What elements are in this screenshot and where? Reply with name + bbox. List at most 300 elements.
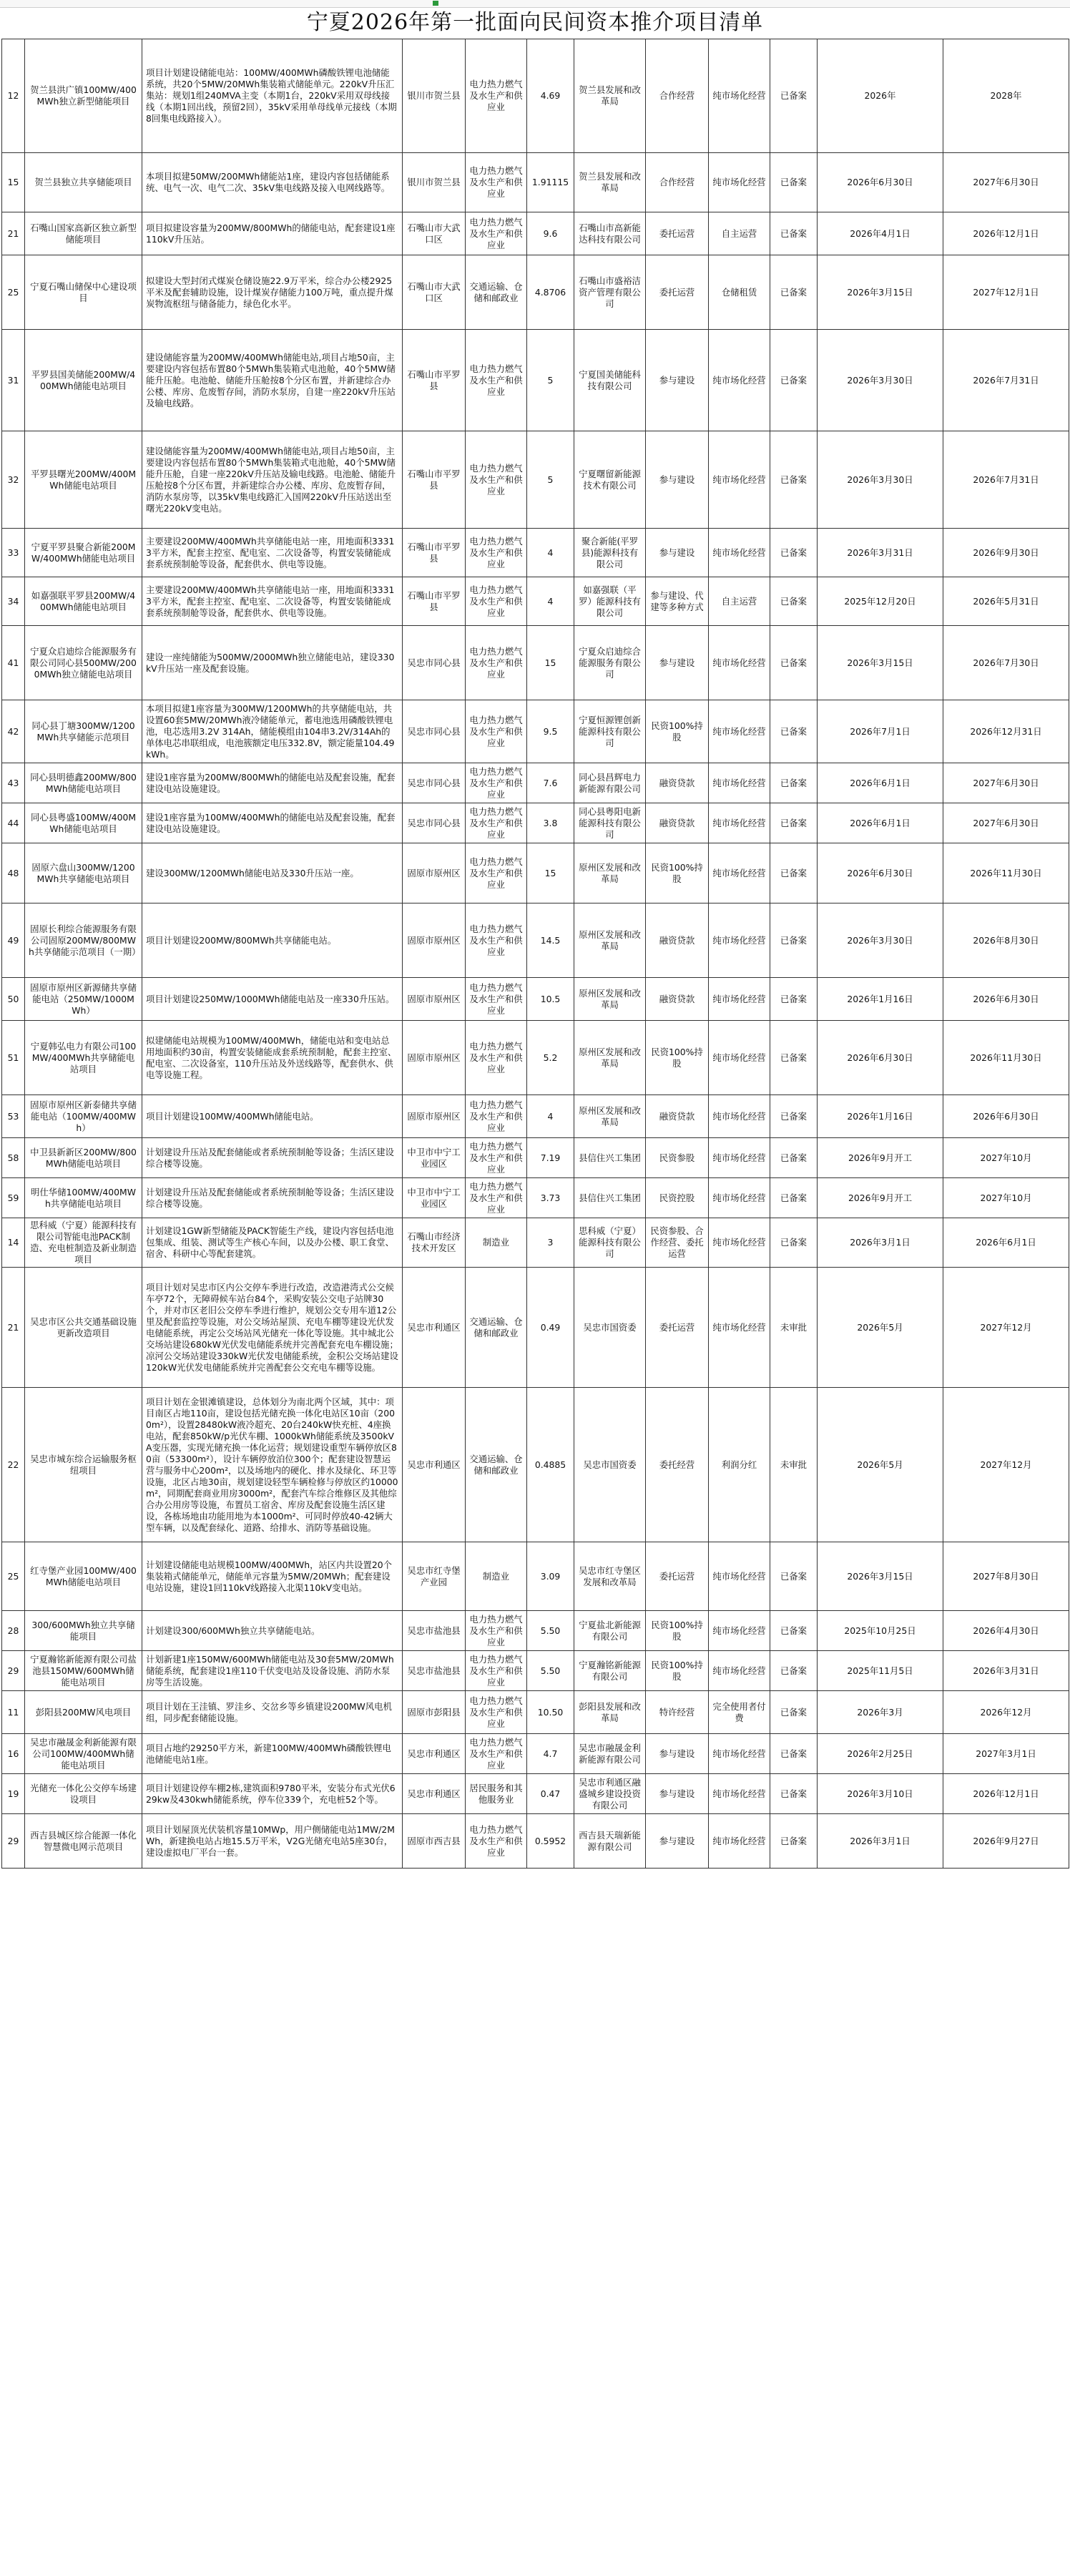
cell-name[interactable]: 吴忠市区公共交通基础设施更新改造项目 [25,1268,142,1388]
cell-id[interactable]: 29 [2,1814,25,1869]
cell-industry[interactable]: 交通运输、仓储和邮政业 [466,1388,527,1542]
cell-mode[interactable]: 融资贷款 [646,763,709,803]
cell-operation[interactable]: 纯市场化经营 [709,1611,770,1651]
cell-content[interactable]: 计划建设1GW新型储能及PACK智能生产线，建设内容包括电池包集成、组装、测试等生产核心车间，以及办公楼、职工食堂、宿舍、科研中心等配套建筑。 [142,1218,403,1268]
cell-industry[interactable]: 电力热力燃气及水生产和供应业 [466,978,527,1021]
cell-mode[interactable]: 民资100%持股 [646,1021,709,1095]
cell-content[interactable]: 本项目拟建1座容量为300MW/1200MWh的共享储能电站，共设置60套5MW/20MWh液冷储能单元，蓄电池选用磷酸铁锂电池，电芯选用3.2V 314Ah，储能模组由104串3.2V/314Ah的单体电芯串联组成，电池簇额定电压332.8V，额定能量104.49kWh。 [142,700,403,763]
cell-end[interactable]: 2026年11月30日 [943,843,1069,903]
cell-invest[interactable]: 7.6 [527,763,574,803]
cell-operation[interactable]: 纯市场化经营 [709,1734,770,1774]
cell-start[interactable]: 2026年6月30日 [818,153,943,212]
cell-region[interactable]: 吴忠市同心县 [403,626,466,700]
cell-content[interactable]: 建设储能容量为200MW/400MWh储能电站,项目占地50亩，主要建设内容包括布置80个5MWh集装箱式电池舱，40个5MW储能升压舱。电池舱、储能升压舱按8个分区布置，并新建综合办公楼、库房、危废暂存间，消防水泵房，自建一座220kV升压站及输电线路。 [142,330,403,431]
cell-mode[interactable]: 融资贷款 [646,903,709,978]
cell-industry[interactable]: 电力热力燃气及水生产和供应业 [466,153,527,212]
cell-operation[interactable]: 完全使用者付费 [709,1691,770,1734]
cell-end[interactable]: 2026年9月30日 [943,529,1069,577]
cell-start[interactable]: 2026年3月10日 [818,1774,943,1814]
cell-start[interactable]: 2026年6月30日 [818,1021,943,1095]
cell-industry[interactable]: 交通运输、仓储和邮政业 [466,1268,527,1388]
cell-region[interactable]: 石嘴山市经济技术开发区 [403,1218,466,1268]
cell-unit[interactable]: 宁夏众启迪综合能源服务有限公司 [574,626,646,700]
cell-end[interactable]: 2026年7月31日 [943,431,1069,529]
cell-status[interactable]: 已备案 [770,763,818,803]
cell-operation[interactable]: 纯市场化经营 [709,153,770,212]
cell-invest[interactable]: 4.69 [527,39,574,153]
cell-id[interactable]: 58 [2,1138,25,1178]
cell-id[interactable]: 16 [2,1734,25,1774]
cell-name[interactable]: 思科威（宁夏）能源科技有限公司智能电池PACK制造、充电桩制造及新业制造项目 [25,1218,142,1268]
cell-id[interactable]: 28 [2,1611,25,1651]
cell-region[interactable]: 吴忠市同心县 [403,700,466,763]
cell-start[interactable]: 2025年12月20日 [818,577,943,626]
cell-status[interactable]: 已备案 [770,39,818,153]
cell-unit[interactable]: 石嘴山市盛裕洁资产管理有限公司 [574,255,646,330]
cell-start[interactable]: 2025年10月25日 [818,1611,943,1651]
cell-start[interactable]: 2026年3月30日 [818,431,943,529]
cell-name[interactable]: 300/600MWh独立共享储能项目 [25,1611,142,1651]
cell-start[interactable]: 2026年6月30日 [818,843,943,903]
cell-invest[interactable]: 5.50 [527,1651,574,1691]
cell-end[interactable]: 2026年6月1日 [943,1218,1069,1268]
cell-unit[interactable]: 县信住兴工集团 [574,1138,646,1178]
cell-operation[interactable]: 纯市场化经营 [709,763,770,803]
cell-id[interactable]: 50 [2,978,25,1021]
cell-operation[interactable]: 纯市场化经营 [709,903,770,978]
cell-name[interactable]: 吴忠市融晟金利新能源有限公司100MW/400MWh储能电站项目 [25,1734,142,1774]
cell-start[interactable]: 2026年3月15日 [818,1542,943,1611]
cell-unit[interactable]: 吴忠市利通区融盛城乡建设投资有限公司 [574,1774,646,1814]
cell-start[interactable]: 2026年6月1日 [818,763,943,803]
cell-start[interactable]: 2026年3月15日 [818,255,943,330]
cell-start[interactable]: 2026年3月 [818,1691,943,1734]
cell-status[interactable]: 已备案 [770,1611,818,1651]
cell-region[interactable]: 固原市原州区 [403,903,466,978]
cell-invest[interactable]: 10.50 [527,1691,574,1734]
cell-industry[interactable]: 电力热力燃气及水生产和供应业 [466,330,527,431]
cell-name[interactable]: 吴忠市城东综合运输服务枢纽项目 [25,1388,142,1542]
cell-id[interactable]: 42 [2,700,25,763]
cell-mode[interactable]: 合作经营 [646,39,709,153]
cell-status[interactable]: 已备案 [770,1138,818,1178]
cell-mode[interactable]: 民资100%持股 [646,1611,709,1651]
cell-mode[interactable]: 民资控股 [646,1178,709,1218]
cell-industry[interactable]: 电力热力燃气及水生产和供应业 [466,431,527,529]
cell-id[interactable]: 48 [2,843,25,903]
cell-industry[interactable]: 电力热力燃气及水生产和供应业 [466,39,527,153]
cell-content[interactable]: 项目计划在金银滩镇建设，总体划分为南北两个区域，其中：项目南区占地110亩，建设包括光储充换一体化电站区10亩（2000m²），设置28480kW液冷超充、20台240kW快充桩、4座换电站，配套850kW/p光伏车棚、1000kWh储能系统及3500kVA变压器，实现光储充换一体化运营；规划建设重型车辆停放区80亩（53300m²），设计车辆停放泊位300个；配套建设智慧运营与服务中心200m²，以及场地内的硬化、排水及绿化、环卫等设施，北区占地30亩，规划建设轻型车辆检修与停放区约10000m²，同期配套商业用房3000m²，配套汽车综合维修区及其他综合办公用房等设施，布置员工宿舍、库房及配套设施生活区建设，各栋场地由功能用地为本1000m²、可同时停放40-42辆大型车辆，以及配套绿化、道路、给排水、消防等基础设施。 [142,1388,403,1542]
cell-industry[interactable]: 电力热力燃气及水生产和供应业 [466,763,527,803]
cell-status[interactable]: 已备案 [770,903,818,978]
cell-id[interactable]: 12 [2,39,25,153]
cell-region[interactable]: 中卫市中宁工业园区 [403,1178,466,1218]
cell-end[interactable]: 2027年10月 [943,1138,1069,1178]
cell-unit[interactable]: 贺兰县发展和改革局 [574,39,646,153]
cell-invest[interactable]: 7.19 [527,1138,574,1178]
cell-mode[interactable]: 民资100%持股 [646,1651,709,1691]
cell-content[interactable]: 项目拟建设容量为200MW/800MWh的储能电站，配套建设1座110kV升压站。 [142,212,403,255]
cell-start[interactable]: 2026年6月1日 [818,803,943,843]
cell-end[interactable]: 2026年7月31日 [943,330,1069,431]
cell-status[interactable]: 已备案 [770,153,818,212]
cell-start[interactable]: 2026年3月30日 [818,330,943,431]
cell-start[interactable]: 2026年2月25日 [818,1734,943,1774]
cell-mode[interactable]: 合作经营 [646,153,709,212]
cell-id[interactable]: 32 [2,431,25,529]
cell-name[interactable]: 固原市原州区新源储共享储能电站（250MW/1000MWh） [25,978,142,1021]
cell-name[interactable]: 西吉县城区综合能源一体化智慧微电网示范项目 [25,1814,142,1869]
cell-content[interactable]: 项目计划建设储能电站：100MW/400MWh磷酸铁锂电池储能系统，共20个5MW/20MWh集装箱式储能单元。220kV升压汇集站：规划1组240MVA主变（本期1台，220kV采用双母线接线（本期1回出线，预留2回），35kV采用单母线单元接线（本期8回集电线路接入）。 [142,39,403,153]
cell-unit[interactable]: 贺兰县发展和改革局 [574,153,646,212]
cell-end[interactable]: 2028年 [943,39,1069,153]
cell-name[interactable]: 平罗县国美储能200MW/400MWh储能电站项目 [25,330,142,431]
cell-unit[interactable]: 原州区发展和改革局 [574,978,646,1021]
cell-content[interactable]: 本项目拟建50MW/200MWh储能站1座，建设内容包括储能系统、电气一次、电气二次、35kV集电线路及接入电网线路等。 [142,153,403,212]
cell-operation[interactable]: 自主运营 [709,577,770,626]
cell-content[interactable]: 项目计划建设250MW/1000MWh储能电站及一座330升压站。 [142,978,403,1021]
cell-status[interactable]: 已备案 [770,1651,818,1691]
cell-start[interactable]: 2026年1月16日 [818,978,943,1021]
cell-invest[interactable]: 4.7 [527,1734,574,1774]
cell-id[interactable]: 11 [2,1691,25,1734]
cell-unit[interactable]: 思科威（宁夏）能源科技有限公司 [574,1218,646,1268]
cell-region[interactable]: 石嘴山市大武口区 [403,255,466,330]
cell-operation[interactable]: 自主运营 [709,212,770,255]
cell-end[interactable]: 2027年3月1日 [943,1734,1069,1774]
cell-region[interactable]: 吴忠市利通区 [403,1388,466,1542]
cell-name[interactable]: 明仕华储100MW/400MWh共享储能电站项目 [25,1178,142,1218]
cell-end[interactable]: 2026年3月31日 [943,1651,1069,1691]
cell-status[interactable]: 已备案 [770,529,818,577]
cell-id[interactable]: 21 [2,1268,25,1388]
cell-region[interactable]: 固原市原州区 [403,843,466,903]
cell-industry[interactable]: 电力热力燃气及水生产和供应业 [466,903,527,978]
cell-region[interactable]: 吴忠市同心县 [403,803,466,843]
cell-invest[interactable]: 15 [527,843,574,903]
cell-content[interactable]: 拟建设大型封闭式煤炭仓储设施22.9万平米，综合办公楼2925平米及配套辅助设施，设计煤炭存储能力100万吨，重点提升煤炭物流枢纽与储备能力，绿色化水平。 [142,255,403,330]
cell-end[interactable]: 2026年12月31日 [943,700,1069,763]
cell-content[interactable]: 建设1座容量为100MW/400MWh的储能电站及配套设施，配套建设电站设施建设。 [142,803,403,843]
cell-unit[interactable]: 原州区发展和改革局 [574,1095,646,1138]
cell-end[interactable]: 2027年6月30日 [943,153,1069,212]
cell-industry[interactable]: 交通运输、仓储和邮政业 [466,255,527,330]
cell-unit[interactable]: 宁夏盐北新能源有限公司 [574,1611,646,1651]
cell-unit[interactable]: 原州区发展和改革局 [574,903,646,978]
cell-unit[interactable]: 吴忠市红寺堡区发展和改革局 [574,1542,646,1611]
cell-industry[interactable]: 电力热力燃气及水生产和供应业 [466,803,527,843]
cell-start[interactable]: 2026年 [818,39,943,153]
cell-mode[interactable]: 民资100%持股 [646,843,709,903]
cell-invest[interactable]: 0.49 [527,1268,574,1388]
cell-id[interactable]: 59 [2,1178,25,1218]
cell-invest[interactable]: 4.8706 [527,255,574,330]
cell-start[interactable]: 2026年3月31日 [818,529,943,577]
cell-end[interactable]: 2026年12月1日 [943,1774,1069,1814]
cell-industry[interactable]: 电力热力燃气及水生产和供应业 [466,843,527,903]
cell-start[interactable]: 2026年1月16日 [818,1095,943,1138]
cell-start[interactable]: 2026年3月1日 [818,1218,943,1268]
cell-status[interactable]: 已备案 [770,1178,818,1218]
cell-operation[interactable]: 纯市场化经营 [709,843,770,903]
cell-region[interactable]: 吴忠市盐池县 [403,1651,466,1691]
cell-region[interactable]: 固原市西吉县 [403,1814,466,1869]
cell-name[interactable]: 光储充一体化公交停车场建设项目 [25,1774,142,1814]
cell-start[interactable]: 2026年5月 [818,1388,943,1542]
cell-mode[interactable]: 委托经营 [646,1388,709,1542]
cell-start[interactable]: 2026年9月开工 [818,1178,943,1218]
cell-end[interactable]: 2026年6月30日 [943,1095,1069,1138]
cell-invest[interactable]: 9.5 [527,700,574,763]
cell-id[interactable]: 43 [2,763,25,803]
cell-id[interactable]: 19 [2,1774,25,1814]
cell-content[interactable]: 建设一座纯储能为500MW/2000MWh独立储能电站，建设330kV升压站一座及配套设施。 [142,626,403,700]
cell-operation[interactable]: 纯市场化经营 [709,1542,770,1611]
cell-id[interactable]: 29 [2,1651,25,1691]
cell-invest[interactable]: 0.47 [527,1774,574,1814]
cell-industry[interactable]: 电力热力燃气及水生产和供应业 [466,1734,527,1774]
cell-operation[interactable]: 纯市场化经营 [709,803,770,843]
cell-operation[interactable]: 纯市场化经营 [709,1095,770,1138]
cell-end[interactable]: 2027年8月30日 [943,1542,1069,1611]
cell-invest[interactable]: 0.5952 [527,1814,574,1869]
cell-unit[interactable]: 宁夏国美储能科技有限公司 [574,330,646,431]
cell-invest[interactable]: 1.91115 [527,153,574,212]
cell-invest[interactable]: 5 [527,431,574,529]
cell-name[interactable]: 贺兰县洪广镇100MW/400MWh独立新型储能项目 [25,39,142,153]
cell-region[interactable]: 固原市原州区 [403,1021,466,1095]
cell-content[interactable]: 项目计划在王洼镇、罗洼乡、交岔乡等乡镇建设200MW风电机组，同步配套储能设施。 [142,1691,403,1734]
cell-unit[interactable]: 同心县昌辉电力新能源有限公司 [574,763,646,803]
cell-name[interactable]: 固原市原州区新泰储共享储能电站（100MW/400MWh） [25,1095,142,1138]
cell-end[interactable]: 2026年7月30日 [943,626,1069,700]
cell-unit[interactable]: 石嘴山市高新能达科技有限公司 [574,212,646,255]
cell-unit[interactable]: 宁夏恒源锂创新能源科技有限公司 [574,700,646,763]
cell-mode[interactable]: 委托运营 [646,1268,709,1388]
cell-operation[interactable]: 纯市场化经营 [709,1178,770,1218]
cell-mode[interactable]: 参与建设、代建等多种方式 [646,577,709,626]
cell-id[interactable]: 14 [2,1218,25,1268]
cell-operation[interactable]: 纯市场化经营 [709,1268,770,1388]
cell-id[interactable]: 49 [2,903,25,978]
cell-unit[interactable]: 如嘉强联（平罗）能源科技有限公司 [574,577,646,626]
cell-name[interactable]: 固原长利综合能源服务有限公司固原200MW/800MWh共享储能示范项目（一期） [25,903,142,978]
cell-content[interactable]: 项目计划屋顶光伏装机容量10MWp，用户侧储能电站1MW/2MWh，新建换电站占地15.5万平米，V2G光储充电站5座30台，建设虚拟电厂平台一套。 [142,1814,403,1869]
cell-industry[interactable]: 居民服务和其他服务业 [466,1774,527,1814]
cell-mode[interactable]: 参与建设 [646,1774,709,1814]
cell-region[interactable]: 银川市贺兰县 [403,39,466,153]
cell-invest[interactable]: 5.50 [527,1611,574,1651]
cell-id[interactable]: 22 [2,1388,25,1542]
cell-name[interactable]: 石嘴山国家高新区独立新型储能项目 [25,212,142,255]
cell-region[interactable]: 银川市贺兰县 [403,153,466,212]
cell-start[interactable]: 2026年3月30日 [818,903,943,978]
cell-end[interactable]: 2027年12月 [943,1388,1069,1542]
cell-content[interactable]: 计划建设300/600MWh独立共享储能电站。 [142,1611,403,1651]
cell-invest[interactable]: 5 [527,330,574,431]
cell-region[interactable]: 石嘴山市平罗县 [403,431,466,529]
cell-invest[interactable]: 3.09 [527,1542,574,1611]
cell-end[interactable]: 2027年10月 [943,1178,1069,1218]
cell-name[interactable]: 固原六盘山300MW/1200MWh共享储能电站项目 [25,843,142,903]
cell-start[interactable]: 2026年4月1日 [818,212,943,255]
cell-industry[interactable]: 电力热力燃气及水生产和供应业 [466,700,527,763]
cell-mode[interactable]: 委托运营 [646,1542,709,1611]
cell-region[interactable]: 石嘴山市平罗县 [403,529,466,577]
cell-name[interactable]: 红寺堡产业园100MW/400MWh储能电站项目 [25,1542,142,1611]
cell-invest[interactable]: 10.5 [527,978,574,1021]
cell-content[interactable]: 计划建设升压站及配套储能或者系统预制舱等设备；生活区建设综合楼等设施。 [142,1138,403,1178]
cell-id[interactable]: 21 [2,212,25,255]
cell-operation[interactable]: 纯市场化经营 [709,1021,770,1095]
cell-unit[interactable]: 吴忠市国资委 [574,1388,646,1542]
cell-region[interactable]: 吴忠市利通区 [403,1268,466,1388]
cell-mode[interactable]: 参与建设 [646,1814,709,1869]
cell-name[interactable]: 宁夏韩弘电力有限公司100MW/400MWh共享储能电站项目 [25,1021,142,1095]
cell-id[interactable]: 51 [2,1021,25,1095]
cell-status[interactable]: 未审批 [770,1268,818,1388]
cell-mode[interactable]: 民资参股 [646,1138,709,1178]
cell-industry[interactable]: 电力热力燃气及水生产和供应业 [466,529,527,577]
cell-status[interactable]: 已备案 [770,330,818,431]
cell-content[interactable]: 项目计划建设200MW/800MWh共享储能电站。 [142,903,403,978]
cell-operation[interactable]: 纯市场化经营 [709,330,770,431]
cell-region[interactable]: 吴忠市盐池县 [403,1611,466,1651]
cell-operation[interactable]: 纯市场化经营 [709,700,770,763]
cell-status[interactable]: 已备案 [770,1774,818,1814]
cell-name[interactable]: 同心县明德鑫200MW/800MWh储能电站项目 [25,763,142,803]
cell-mode[interactable]: 委托运营 [646,255,709,330]
cell-region[interactable]: 石嘴山市平罗县 [403,577,466,626]
cell-unit[interactable]: 同心县粤阳电新能源科技有限公司 [574,803,646,843]
cell-operation[interactable]: 仓储租赁 [709,255,770,330]
cell-industry[interactable]: 电力热力燃气及水生产和供应业 [466,577,527,626]
cell-region[interactable]: 固原市原州区 [403,978,466,1021]
cell-id[interactable]: 53 [2,1095,25,1138]
cell-industry[interactable]: 电力热力燃气及水生产和供应业 [466,1178,527,1218]
cell-end[interactable]: 2026年12月1日 [943,212,1069,255]
cell-operation[interactable]: 纯市场化经营 [709,431,770,529]
cell-id[interactable]: 25 [2,1542,25,1611]
cell-name[interactable]: 同心县丁塘300MW/1200MWh共享储能示范项目 [25,700,142,763]
cell-region[interactable]: 吴忠市同心县 [403,763,466,803]
cell-name[interactable]: 同心县粤盛100MW/400MWh储能电站项目 [25,803,142,843]
cell-industry[interactable]: 电力热力燃气及水生产和供应业 [466,1095,527,1138]
cell-end[interactable]: 2026年11月30日 [943,1021,1069,1095]
cell-status[interactable]: 未审批 [770,1388,818,1542]
cell-unit[interactable]: 县信住兴工集团 [574,1178,646,1218]
cell-status[interactable]: 已备案 [770,1542,818,1611]
cell-start[interactable]: 2026年7月1日 [818,700,943,763]
cell-industry[interactable]: 电力热力燃气及水生产和供应业 [466,1814,527,1869]
cell-end[interactable]: 2026年4月30日 [943,1611,1069,1651]
cell-invest[interactable]: 9.6 [527,212,574,255]
cell-operation[interactable]: 纯市场化经营 [709,1814,770,1869]
cell-name[interactable]: 如嘉强联平罗县200MW/400MWh储能电站项目 [25,577,142,626]
cell-operation[interactable]: 纯市场化经营 [709,39,770,153]
cell-unit[interactable]: 原州区发展和改革局 [574,843,646,903]
cell-name[interactable]: 中卫县新新区200MW/800MWh储能电站项目 [25,1138,142,1178]
cell-invest[interactable]: 0.4885 [527,1388,574,1542]
cell-operation[interactable]: 纯市场化经营 [709,1774,770,1814]
cell-status[interactable]: 已备案 [770,626,818,700]
cell-unit[interactable]: 吴忠市融晟金利新能源有限公司 [574,1734,646,1774]
cell-region[interactable]: 中卫市中宁工业园区 [403,1138,466,1178]
cell-mode[interactable]: 特许经营 [646,1691,709,1734]
cell-region[interactable]: 吴忠市利通区 [403,1774,466,1814]
cell-end[interactable]: 2026年9月27日 [943,1814,1069,1869]
cell-id[interactable]: 44 [2,803,25,843]
cell-unit[interactable]: 宁夏瀚铭新能源有限公司 [574,1651,646,1691]
cell-industry[interactable]: 电力热力燃气及水生产和供应业 [466,212,527,255]
cell-industry[interactable]: 电力热力燃气及水生产和供应业 [466,626,527,700]
cell-industry[interactable]: 制造业 [466,1542,527,1611]
cell-status[interactable]: 已备案 [770,212,818,255]
cell-mode[interactable]: 民资100%持股 [646,700,709,763]
cell-status[interactable]: 已备案 [770,1814,818,1869]
cell-start[interactable]: 2026年3月1日 [818,1814,943,1869]
cell-region[interactable]: 石嘴山市大武口区 [403,212,466,255]
cell-status[interactable]: 已备案 [770,1691,818,1734]
cell-region[interactable]: 吴忠市红寺堡产业园 [403,1542,466,1611]
cell-id[interactable]: 33 [2,529,25,577]
cell-region[interactable]: 吴忠市利通区 [403,1734,466,1774]
cell-name[interactable]: 宁夏瀚铭新能源有限公司盐池县150MW/600MWh储能电站项目 [25,1651,142,1691]
cell-name[interactable]: 宁夏众启迪综合能源服务有限公司同心县500MW/2000MWh独立储能电站项目 [25,626,142,700]
cell-content[interactable]: 建设300MW/1200MWh储能电站及330升压站一座。 [142,843,403,903]
cell-unit[interactable]: 吴忠市国资委 [574,1268,646,1388]
cell-content[interactable]: 计划建设升压站及配套储能或者系统预制舱等设备；生活区建设综合楼等设施。 [142,1178,403,1218]
cell-region[interactable]: 石嘴山市平罗县 [403,330,466,431]
cell-content[interactable]: 主要建设200MW/400MWh共享储能电站一座，用地面积33313平方米，配套主控室、配电室、二次设备等，构置安装储能成套系统预制舱等设备，配套供水、供电等设施。 [142,529,403,577]
cell-end[interactable]: 2027年6月30日 [943,763,1069,803]
cell-end[interactable]: 2026年12月 [943,1691,1069,1734]
cell-unit[interactable]: 聚合新能(平罗县)能源科技有限公司 [574,529,646,577]
cell-id[interactable]: 15 [2,153,25,212]
cell-content[interactable]: 主要建设200MW/400MWh共享储能电站一座，用地面积33313平方米，配套主控室、配电室、二次设备等，构置安装储能成套系统预制舱等设备，配套供水、供电等设施。 [142,577,403,626]
cell-name[interactable]: 彭阳县200MW风电项目 [25,1691,142,1734]
cell-invest[interactable]: 3 [527,1218,574,1268]
cell-mode[interactable]: 参与建设 [646,529,709,577]
cell-status[interactable]: 已备案 [770,978,818,1021]
cell-mode[interactable]: 民资参股、合作经营、委托运营 [646,1218,709,1268]
cell-status[interactable]: 已备案 [770,843,818,903]
cell-invest[interactable]: 4 [527,1095,574,1138]
cell-operation[interactable]: 利润分红 [709,1388,770,1542]
cell-mode[interactable]: 委托运营 [646,212,709,255]
cell-status[interactable]: 已备案 [770,1021,818,1095]
cell-region[interactable]: 固原市彭阳县 [403,1691,466,1734]
cell-content[interactable]: 建设储能容量为200MW/400MWh储能电站,项目占地50亩，主要建设内容包括布置80个5MWh集装箱式电池舱，40个5MW储能升压舱，自建一座220kV升压站及输电线路。电池舱、储能升压舱按8个分区布置，并新建综合办公楼、库房、危废暂存间，消防水泵房等，以35kV集电线路汇入国网220kV升压站送出至曙光220kV变电站。 [142,431,403,529]
cell-content[interactable]: 计划建设储能电站规模100MW/400MWh，站区内共设置20个集装箱式储能单元，储能单元容量为5MW/20MWh；配套建设电站设施，建设1回110kV线路接入北渠110kV变电站。 [142,1542,403,1611]
cell-invest[interactable]: 15 [527,626,574,700]
cell-industry[interactable]: 电力热力燃气及水生产和供应业 [466,1138,527,1178]
cell-invest[interactable]: 3.73 [527,1178,574,1218]
cell-end[interactable]: 2026年6月30日 [943,978,1069,1021]
cell-operation[interactable]: 纯市场化经营 [709,978,770,1021]
cell-invest[interactable]: 14.5 [527,903,574,978]
cell-operation[interactable]: 纯市场化经营 [709,1651,770,1691]
cell-content[interactable]: 项目计划对吴忠市区内公交停车季进行改造，改造港湾式公交候车亭72个，无障碍候车站台84个，采购安装公交电子站牌30个，并对市区老旧公交停车季进行维护，规划公交专用车道12公里及配套监控等设施，对公交场站屋顶、充电车棚等建设光伏发电储能系统，再定公交场站风光储充一体化等设施。其中城北公交场站建设680kW光伏发电储能系统并完善配套充电车棚设施；凉河公交场站建设330kW光伏发电储能系统，金积公交场站建设120kW光伏发电储能系统并完善配套公交充电车棚等设施。 [142,1268,403,1388]
cell-status[interactable]: 已备案 [770,1734,818,1774]
cell-mode[interactable]: 参与建设 [646,330,709,431]
cell-start[interactable]: 2026年3月15日 [818,626,943,700]
cell-end[interactable]: 2026年8月30日 [943,903,1069,978]
cell-mode[interactable]: 参与建设 [646,431,709,529]
cell-mode[interactable]: 参与建设 [646,1734,709,1774]
cell-content[interactable]: 建设1座容量为200MW/800MWh的储能电站及配套设施，配套建设电站设施建设。 [142,763,403,803]
cell-status[interactable]: 已备案 [770,431,818,529]
